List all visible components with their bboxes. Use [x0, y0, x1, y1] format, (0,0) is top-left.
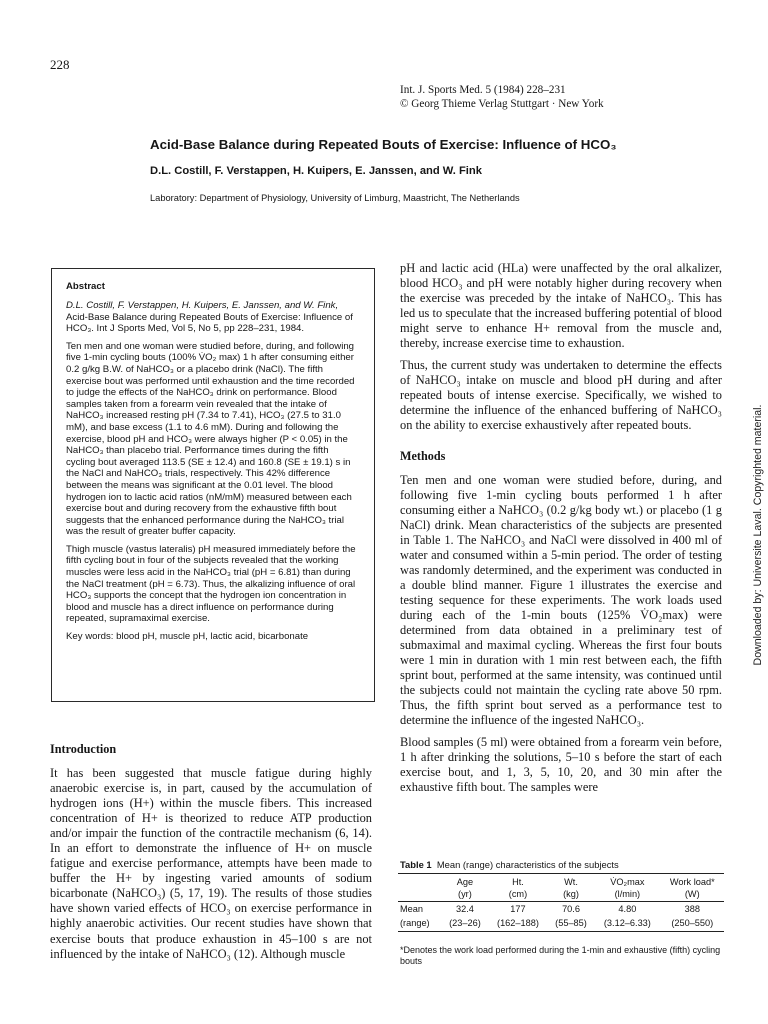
abstract-keywords: Key words: blood pH, muscle pH, lactic acid, bicarbonate	[66, 631, 309, 643]
methods-paragraph-1: Ten men and one woman were studied before, during, and following five 1-min cycling bouts performed 1 h after consuming either a NaHCO₃ (0.2 g/kg body wt.) or placebo (1 g NaCl) drink. Mean characteristics of the subjects are presented in Table 1. The NaHCO₃ and NaCl were dissolved in 400 ml of water and consumed within a 5-min period. The order of testing was randomly determined, and the experiment was conducted in a double blind manner. Figure 1 illustrates the exercise and testing sequence for these experiments. The work loads used during each of the 1-min bouts (125% V̇O₂max) were determined from data obtained in a preliminary test of submaximal and maximal cycling. Whereas the first four bouts were 1 min in duration with 1 min rest between each, the fifth sprint bout, performed at the same intensity, was continued until the subjects could not maintain the cycling rate above 50 rpm. Thus, the fifth sprint bout served as a performance test to determine the influence of the ingested NaHCO₃.	[400, 472, 722, 728]
column-header: Age	[442, 874, 488, 890]
download-notice: Downloaded by: Universite Laval. Copyrighted material.	[752, 404, 764, 666]
intro-continuation-paragraph: pH and lactic acid (HLa) were unaffected by the oral alkalizer, blood HCO₃ and pH were notably higher during recovery when the exercise was preceded by the intake of NaHCO₃. This has led us to speculate that the increased buffering potential of blood might serve to enhance H+ removal from the muscle and, thereby, increase exercise time to exhaustion.	[400, 261, 722, 351]
column-header	[398, 874, 442, 890]
abstract-reference-details: Acid-Base Balance during Repeated Bouts of Exercise: Influence of HCO₃. Int J Sports Med, Vol 5, No 5, pp 228–231, 1984.	[66, 311, 353, 335]
right-column	[400, 261, 722, 803]
journal-line: Int. J. Sports Med. 5 (1984) 228–231	[400, 84, 566, 96]
table-cell: (250–550)	[661, 916, 724, 932]
column-header: V̇O₂max	[594, 874, 660, 890]
table-row	[398, 902, 724, 917]
article-title: Acid-Base Balance during Repeated Bouts of Exercise: Influence of HCO₃	[150, 137, 617, 152]
column-header: Work load*	[661, 874, 724, 890]
column-unit: (cm)	[508, 889, 528, 899]
introduction-paragraph: It has been suggested that muscle fatigue during highly anaerobic exercise is, in part, caused by the accumulation of hydrogen ions (H+) within the muscle fibers. This increased concentration of H+ is theorized to reduce ATP production and/or impair the function of the contractile mechanism (6, 14). In an effort to demonstrate the influence of H+ on muscle fatigue and exercise performance, attempts have been made to buffer the H+ by ingesting varied amounts of sodium bicarbonate (NaHCO₃) (5, 17, 19). The results of those studies have shown varied effects of HCO₃ on exercise performance in highly anaerobic activities. Our recent studies have shown that exercise bouts that produce exhaustion in 45–100 s are not influenced by the intake of NaHCO₃ (12). Although muscle	[50, 766, 372, 961]
page-number: 228	[50, 57, 70, 72]
article-authors: D.L. Costill, F. Verstappen, H. Kuipers, E. Janssen, and W. Fink	[150, 165, 482, 177]
table-cell: 32.4	[442, 902, 488, 917]
journal-citation	[400, 84, 604, 111]
table-cell: (range)	[398, 916, 442, 932]
column-unit: (W)	[684, 889, 700, 899]
table-caption-text: Mean (range) characteristics of the subjects	[436, 859, 619, 870]
table-cell: Mean	[398, 902, 442, 917]
table-row	[398, 916, 724, 932]
publisher-line: © Georg Thieme Verlag Stuttgart · New York	[400, 97, 604, 110]
table-caption	[400, 859, 619, 870]
column-unit: (yr)	[458, 889, 472, 899]
methods-heading: Methods	[400, 448, 446, 463]
introduction-heading: Introduction	[50, 742, 117, 756]
abstract-paragraph-1: Ten men and one woman were studied before, during, and following five 1-min cycling bouts (100% V̇O₂ max) 1 h after consuming either 0.2 g/kg B.W. of NaHCO₃ or a placebo drink (NaCl). The fifth exercise bout was performed until exhaustion and the time recorded to judge the effects of the NaHCO₃ drink on performance. Blood samples taken from a forearm vein revealed that the intake of NaHCO₃ increased resting pH (7.34 to 7.41), HCO₃ (27.5 to 31.0 mM), and base excess (1.1 to 4.6 mM). During and following the exercise, blood pH and HCO₃ were always higher (P < 0.05) in the NaHCO₃ than placebo trial. Performance times during the fifth cycling bout averaged 113.5 (SE ± 12.4) and 160.8 (SE ± 19.1) s in the NaCl and NaHCO₃ trials, respectively. This 42% difference between the means was significant at the 0.01 level. The blood hydrogen ion to lactic acid ratios (nM/mM) measured between each exercise bout and during recovery from the exhaustive fifth bout suggests that the enhanced performance during the NaHCO₃ trial was the result of greater buffer capacity.	[66, 340, 355, 538]
column-header: Ht.	[488, 874, 548, 890]
table-cell: 177	[488, 902, 548, 917]
column-header: Wt.	[548, 874, 594, 890]
subject-characteristics-table	[398, 873, 724, 932]
table-cell: (23–26)	[442, 916, 488, 932]
left-column	[50, 742, 372, 969]
table-cell: (162–188)	[488, 916, 548, 932]
abstract-heading: Abstract	[66, 281, 105, 292]
table-cell: 4.80	[594, 902, 660, 917]
study-purpose-paragraph: Thus, the current study was undertaken to determine the effects of NaHCO₃ intake on muscle and blood pH during and after repeated bouts of intense exercise. Specifically, we wished to determine the influence of the enhanced buffering of NaHCO₃ on the ability to exercise exhaustively after repeated bouts.	[400, 358, 722, 433]
column-unit: (l/min)	[614, 889, 641, 899]
table-cell: 388	[661, 902, 724, 917]
abstract-reference-authors: D.L. Costill, F. Verstappen, H. Kuipers, E. Janssen, and W. Fink,	[66, 300, 339, 311]
abstract-reference	[66, 300, 360, 335]
column-unit	[398, 889, 442, 902]
table-header-row	[398, 874, 724, 890]
article-affiliation: Laboratory: Department of Physiology, University of Limburg, Maastricht, The Netherlands	[150, 193, 520, 203]
table-label: Table 1	[400, 859, 432, 870]
table-cell: (3.12–6.33)	[594, 916, 660, 932]
abstract-box	[51, 268, 375, 702]
table-footnote: *Denotes the work load performed during the 1-min and exhaustive (fifth) cycling bouts	[400, 945, 721, 967]
methods-paragraph-2: Blood samples (5 ml) were obtained from a forearm vein before, 1 h after drinking the solutions, 5–10 s before the start of each exercise bout, and 1, 3, 5, 10, 20, and 30 min after the exhaustive fifth bout. The samples were	[400, 735, 722, 795]
table-cell: 70.6	[548, 902, 594, 917]
table-cell: (55–85)	[548, 916, 594, 932]
column-unit: (kg)	[563, 889, 579, 899]
abstract-paragraph-2: Thigh muscle (vastus lateralis) pH measured immediately before the fifth cycling bout in four of the subjects revealed that the working muscles were less acid in the NaHCO₃ trial (pH = 6.81) than during the NaCl treatment (pH = 6.73). Thus, the alkalizing influence of oral HCO₃ supports the concept that the hydrogen ion concentration in blood and muscle has a direct influence on performance during repeated, supramaximal exercise.	[66, 543, 356, 625]
table-unit-row	[398, 889, 724, 902]
